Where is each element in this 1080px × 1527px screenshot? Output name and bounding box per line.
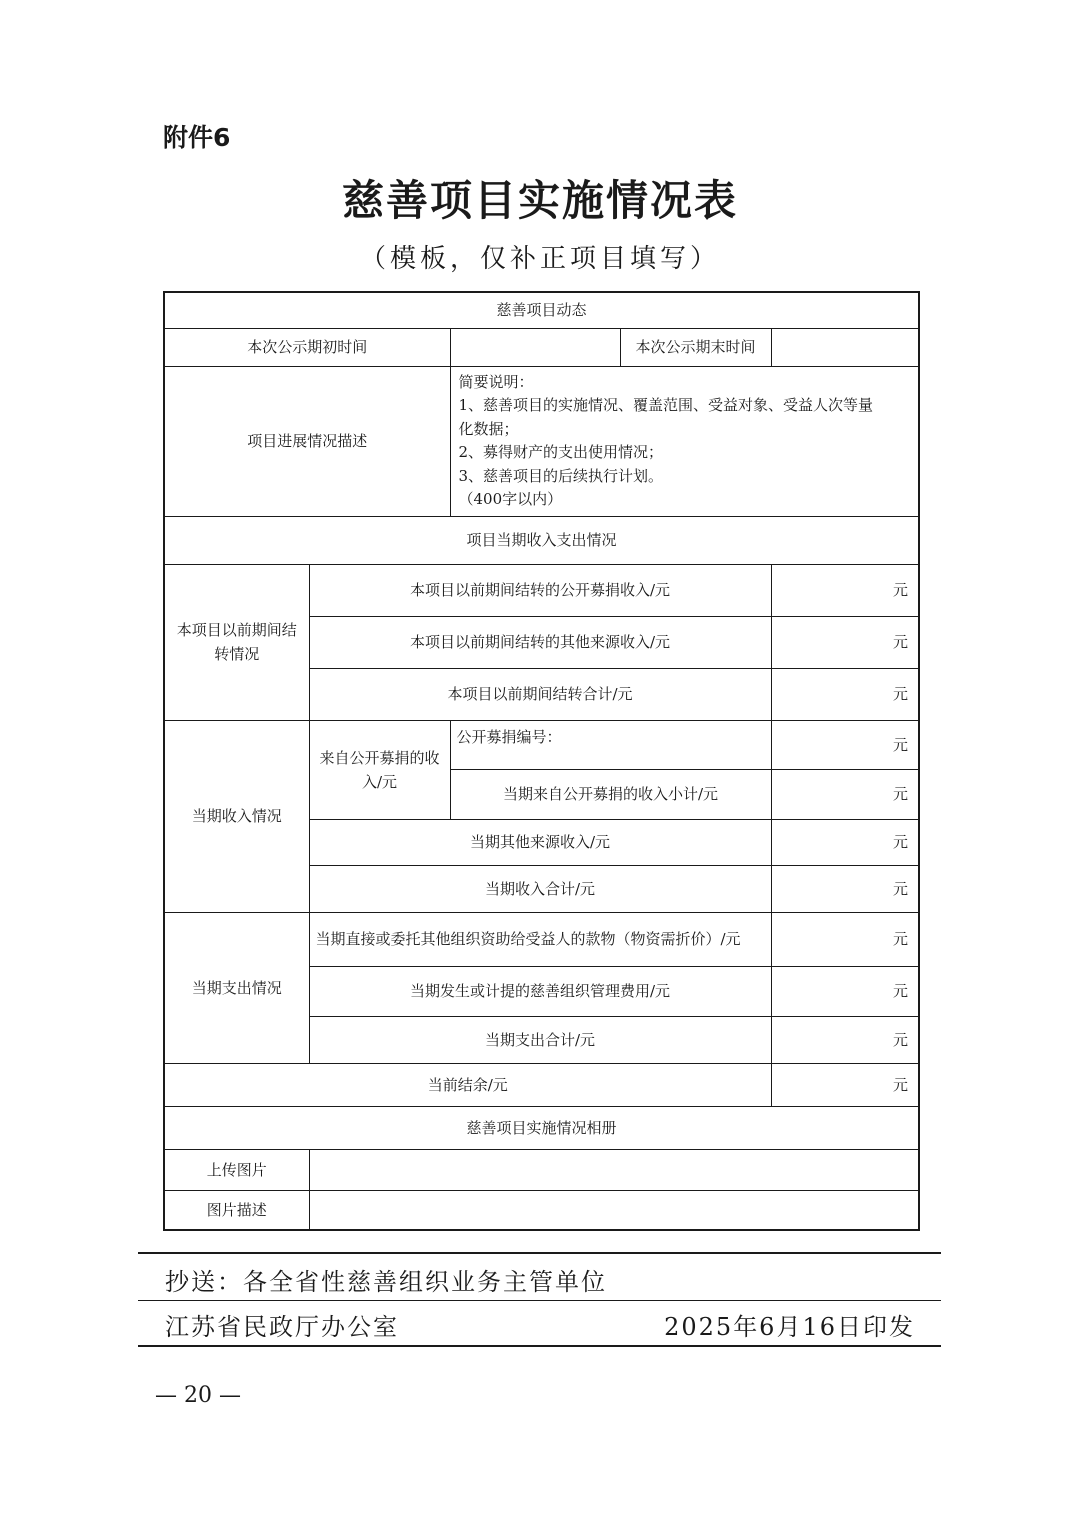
issue-date: 2025年6月16日印发 xyxy=(664,1313,915,1341)
footer-rule-middle xyxy=(138,1300,941,1301)
direct-aid-label: 当期直接或委托其他组织资助给受益人的款物（物资需折价）/元 xyxy=(309,912,771,966)
expense-total-field[interactable]: 元 xyxy=(771,1016,919,1063)
carryover-public-label: 本项目以前期间结转的公开募捐收入/元 xyxy=(309,564,771,616)
upload-photo-field[interactable] xyxy=(309,1149,919,1190)
income-label: 当期收入情况 xyxy=(164,720,309,912)
progress-description-label: 项目进展情况描述 xyxy=(164,366,450,516)
income-total-field[interactable]: 元 xyxy=(771,865,919,912)
photo-description-label: 图片描述 xyxy=(164,1190,309,1230)
fundraising-number-field[interactable]: 元 xyxy=(771,720,919,769)
management-fee-field[interactable]: 元 xyxy=(771,966,919,1016)
page-title: 慈善项目实施情况表 xyxy=(341,176,738,225)
cc-line: 抄送：各全省性慈善组织业务主管单位 xyxy=(165,1268,607,1296)
public-income-subtotal-label: 当期来自公开募捐的收入小计/元 xyxy=(450,769,771,819)
section-income-expense: 项目当期收入支出情况 xyxy=(164,516,919,564)
expense-label: 当期支出情况 xyxy=(164,912,309,1063)
progress-hint-line: （400字以内） xyxy=(458,490,563,508)
page-number: — 20 — xyxy=(155,1383,241,1408)
progress-hint-line: 3、慈善项目的后续执行计划。 xyxy=(458,466,664,485)
progress-hint-line: 1、慈善项目的实施情况、覆盖范围、受益对象、受益人次等量 xyxy=(458,396,874,414)
footer-rule-bottom xyxy=(138,1345,941,1347)
carryover-total-field[interactable]: 元 xyxy=(771,668,919,720)
progress-description-field[interactable] xyxy=(450,366,919,516)
carryover-other-field[interactable]: 元 xyxy=(771,616,919,668)
progress-hint-line: 2、募得财产的支出使用情况； xyxy=(458,443,664,461)
period-end-field[interactable] xyxy=(771,328,919,366)
fundraising-number-label: 公开募捐编号： xyxy=(450,720,771,769)
section-photo-album: 慈善项目实施情况相册 xyxy=(164,1106,919,1149)
period-end-label: 本次公示期末时间 xyxy=(620,328,771,366)
management-fee-label: 当期发生或计提的慈善组织管理费用/元 xyxy=(309,966,771,1016)
balance-label: 当前结余/元 xyxy=(164,1063,771,1106)
other-income-field[interactable]: 元 xyxy=(771,819,919,865)
expense-total-label: 当期支出合计/元 xyxy=(309,1016,771,1063)
upload-photo-label: 上传图片 xyxy=(164,1149,309,1190)
footer-rule-top xyxy=(138,1252,941,1254)
direct-aid-field[interactable]: 元 xyxy=(771,912,919,966)
carryover-public-field[interactable]: 元 xyxy=(771,564,919,616)
period-start-field[interactable] xyxy=(450,328,620,366)
attachment-label: 附件6 xyxy=(163,123,231,152)
other-income-label: 当期其他来源收入/元 xyxy=(309,819,771,865)
progress-hint-line: 化数据； xyxy=(458,419,519,438)
public-income-subtotal-field[interactable]: 元 xyxy=(771,769,919,819)
page-subtitle: （模板，仅补正项目填写） xyxy=(359,244,720,274)
issuer-name: 江苏省民政厅办公室 xyxy=(165,1313,399,1341)
issuer-line xyxy=(165,1307,915,1342)
carryover-total-label: 本项目以前期间结转合计/元 xyxy=(309,668,771,720)
photo-description-field[interactable] xyxy=(309,1190,919,1230)
period-start-label: 本次公示期初时间 xyxy=(164,328,450,366)
section-project-dynamics: 慈善项目动态 xyxy=(164,292,919,328)
progress-hint-line: 简要说明： xyxy=(458,372,534,391)
carryover-label: 本项目以前期间结转情况 xyxy=(164,564,309,720)
income-total-label: 当期收入合计/元 xyxy=(309,865,771,912)
carryover-other-label: 本项目以前期间结转的其他来源收入/元 xyxy=(309,616,771,668)
public-income-label: 来自公开募捐的收入/元 xyxy=(309,720,450,819)
project-implementation-form xyxy=(163,291,920,1231)
balance-field[interactable]: 元 xyxy=(771,1063,919,1106)
